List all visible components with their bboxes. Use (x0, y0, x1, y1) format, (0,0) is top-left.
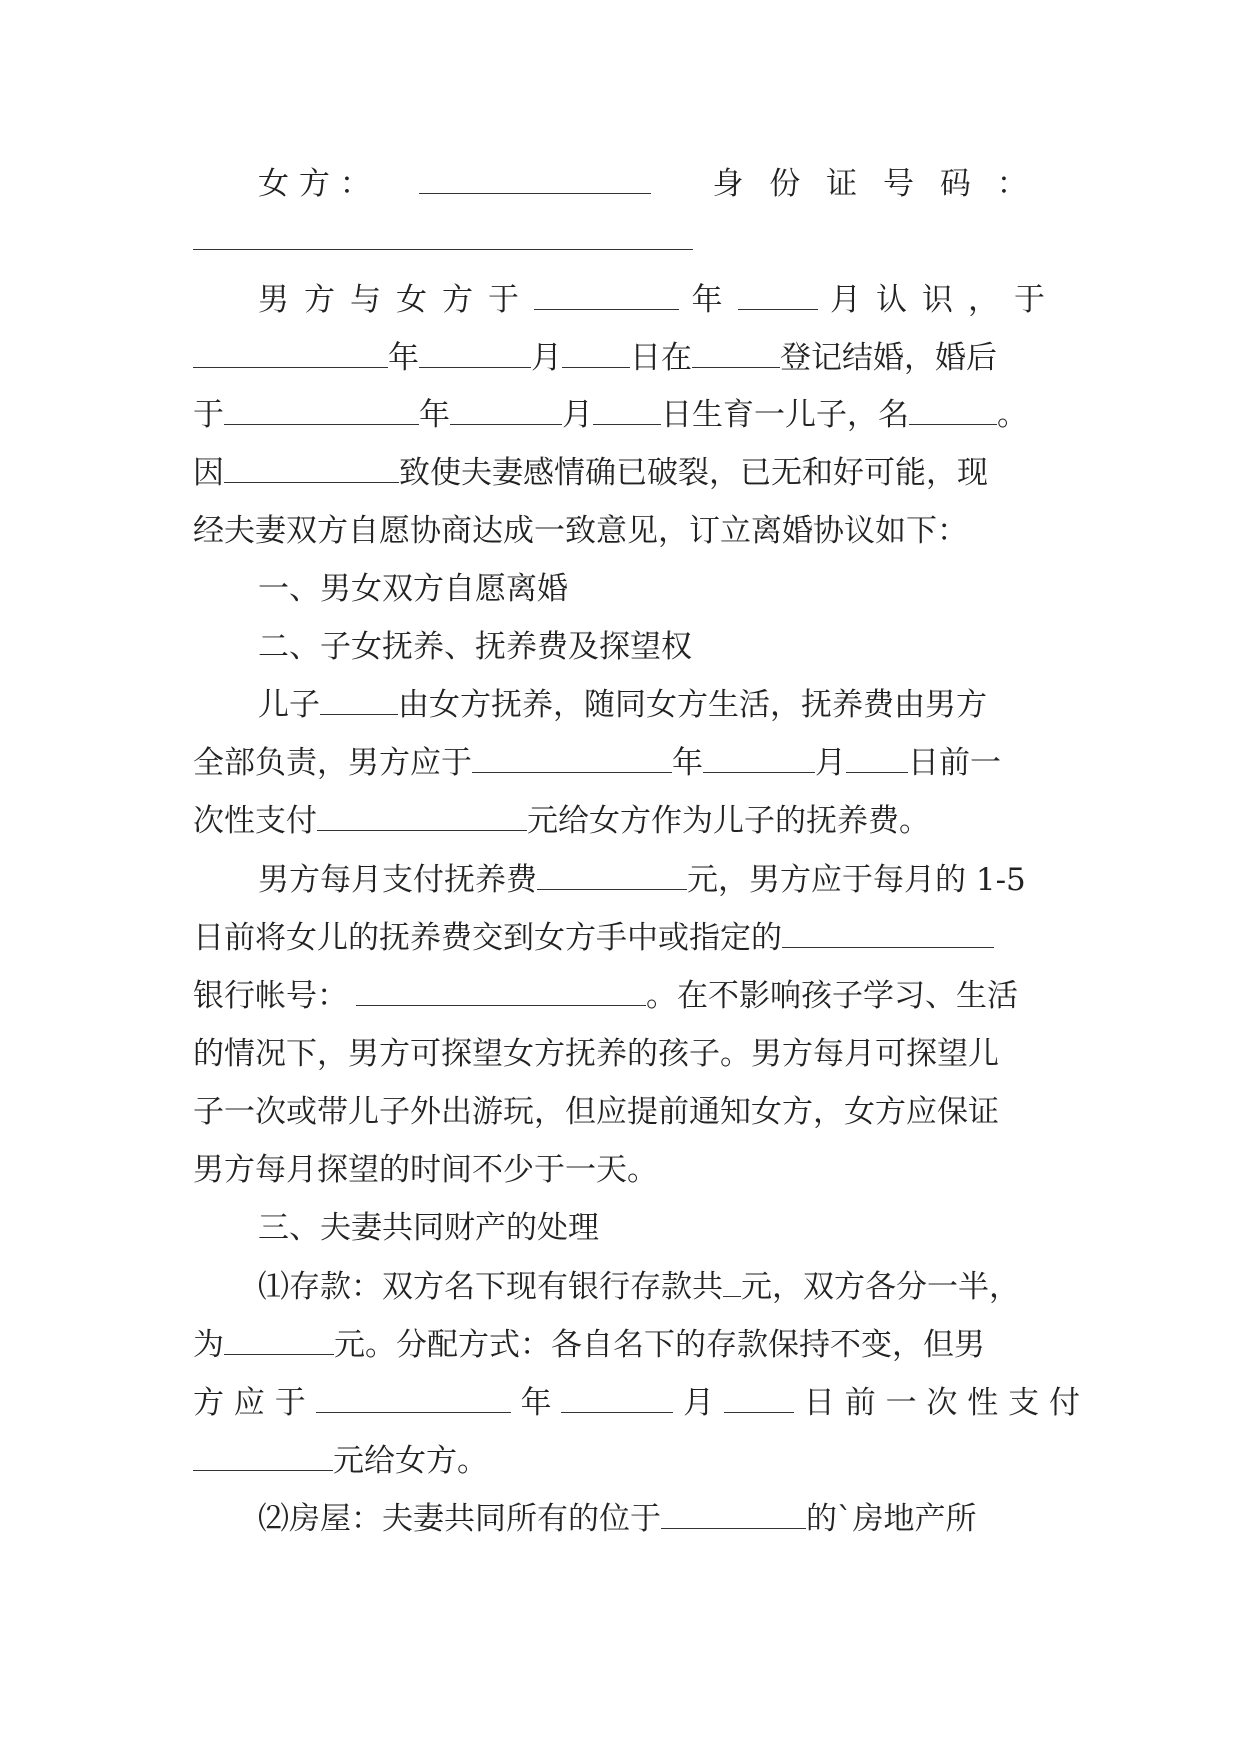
text-segment: 男 方 与 女 方 于 (258, 282, 522, 318)
text-segment: 次性支付 (193, 803, 317, 839)
text-line (258, 1206, 1045, 1250)
text-segment: 。 (997, 397, 1028, 433)
text-line (258, 1265, 1045, 1309)
text-line (193, 1439, 1045, 1483)
text-segment: 月 (683, 1385, 715, 1421)
text-line (258, 162, 1045, 206)
text-line (193, 799, 1045, 843)
text-segment: 月 (531, 340, 562, 376)
text-line (258, 278, 1045, 322)
text-segment: 月 (815, 745, 846, 781)
blank-field[interactable] (534, 279, 679, 310)
text-line (193, 218, 1045, 262)
text-line (258, 858, 1045, 902)
text-line (193, 451, 1045, 495)
text-segment: 全部负责，男方应于 (193, 745, 472, 781)
text-segment: 致使夫妻感情确已破裂，已无和好可能，现 (399, 455, 988, 491)
text-segment: 经夫妻双方自愿协商达成一致意见，订立离婚协议如下： (193, 513, 968, 549)
text-segment: 月 (562, 397, 593, 433)
text-segment: 男方每月探望的时间不少于一天。 (193, 1152, 658, 1188)
text-line (258, 683, 1045, 727)
text-line (193, 509, 1045, 553)
blank-field[interactable] (224, 1324, 334, 1355)
text-segment: 。在不影响孩子学习、生活 (646, 978, 1018, 1014)
text-segment: 元，双方各分一半， (741, 1269, 1020, 1305)
blank-field[interactable] (224, 452, 399, 483)
text-segment: ⑵房屋：夫妻共同所有的位于 (258, 1501, 661, 1537)
text-segment: 登记结婚，婚后 (780, 340, 997, 376)
blank-field[interactable] (472, 742, 672, 773)
blank-field[interactable] (703, 742, 815, 773)
text-segment: 年 (520, 1385, 552, 1421)
text-line (193, 1032, 1045, 1076)
blank-field[interactable] (193, 337, 388, 368)
text-segment: 日前一 (908, 745, 1001, 781)
text-line (258, 567, 1045, 611)
text-line (258, 1497, 1045, 1541)
text-line (193, 1381, 1080, 1425)
text-segment: 日在 (630, 340, 692, 376)
text-segment: 因 (193, 455, 224, 491)
text-segment: 身 份 证 号 码 ： (712, 166, 1036, 202)
blank-field[interactable] (316, 1382, 511, 1413)
text-segment: 儿子 (258, 687, 320, 723)
text-segment: 男方每月支付抚养费 (258, 862, 537, 898)
text-segment: 元给女方。 (333, 1443, 488, 1479)
text-line (193, 741, 1045, 785)
blank-field[interactable] (593, 394, 661, 425)
text-line (193, 336, 1045, 380)
blank-field[interactable] (909, 394, 997, 425)
text-segment: 年 (691, 282, 726, 318)
text-line (193, 1090, 1045, 1134)
text-segment: 银行帐号： (193, 978, 348, 1014)
blank-field[interactable] (782, 917, 994, 948)
text-segment: 女 方 ： (258, 166, 371, 202)
blank-field[interactable] (356, 975, 646, 1006)
text-segment: 二、子女抚养、抚养费及探望权 (258, 629, 692, 665)
text-line (193, 916, 1045, 960)
blank-field[interactable] (419, 163, 651, 194)
blank-field[interactable] (419, 337, 531, 368)
text-line (193, 974, 1045, 1018)
blank-field[interactable] (723, 1266, 741, 1297)
text-line (193, 1323, 1045, 1367)
text-line (193, 393, 1045, 437)
text-segment: 年 (419, 397, 450, 433)
text-line (193, 1148, 1045, 1192)
text-segment: 年 (388, 340, 419, 376)
text-segment: 于 (193, 397, 224, 433)
text-segment: 日 前 一 次 性 支 付 (803, 1385, 1080, 1421)
text-segment: 的`房地产所 (806, 1501, 977, 1537)
blank-field[interactable] (724, 1382, 794, 1413)
blank-field[interactable] (317, 800, 527, 831)
text-segment: 方 应 于 (193, 1385, 306, 1421)
blank-field[interactable] (561, 1382, 673, 1413)
text-segment: 元给女方作为儿子的抚养费。 (527, 803, 930, 839)
blank-field[interactable] (193, 1440, 333, 1471)
text-segment: 日生育一儿子，名 (661, 397, 909, 433)
blank-field[interactable] (661, 1498, 806, 1529)
text-segment: 的情况下，男方可探望女方抚养的孩子。男方每月可探望儿 (193, 1036, 999, 1072)
text-segment: 由女方抚养，随同女方生活，抚养费由男方 (398, 687, 987, 723)
blank-field[interactable] (738, 279, 818, 310)
text-segment: 月 认 识 ， 于 (829, 282, 1045, 318)
blank-field[interactable] (320, 684, 398, 715)
text-segment: 日前将女儿的抚养费交到女方手中或指定的 (193, 920, 782, 956)
blank-field[interactable] (537, 859, 687, 890)
text-segment: 子一次或带儿子外出游玩，但应提前通知女方，女方应保证 (193, 1094, 999, 1130)
text-segment: 元，男方应于每月的 1-5 (687, 862, 1026, 898)
text-segment: ⑴存款：双方名下现有银行存款共 (258, 1269, 723, 1305)
blank-field[interactable] (193, 219, 693, 250)
text-segment: 年 (672, 745, 703, 781)
text-line (258, 625, 1045, 669)
blank-field[interactable] (450, 394, 562, 425)
blank-field[interactable] (846, 742, 908, 773)
text-segment: 三、夫妻共同财产的处理 (258, 1210, 599, 1246)
blank-field[interactable] (562, 337, 630, 368)
text-segment: 元。分配方式：各自名下的存款保持不变，但男 (334, 1327, 985, 1363)
blank-field[interactable] (692, 337, 780, 368)
blank-field[interactable] (224, 394, 419, 425)
text-segment: 一、男女双方自愿离婚 (258, 571, 568, 607)
text-segment: 为 (193, 1327, 224, 1363)
